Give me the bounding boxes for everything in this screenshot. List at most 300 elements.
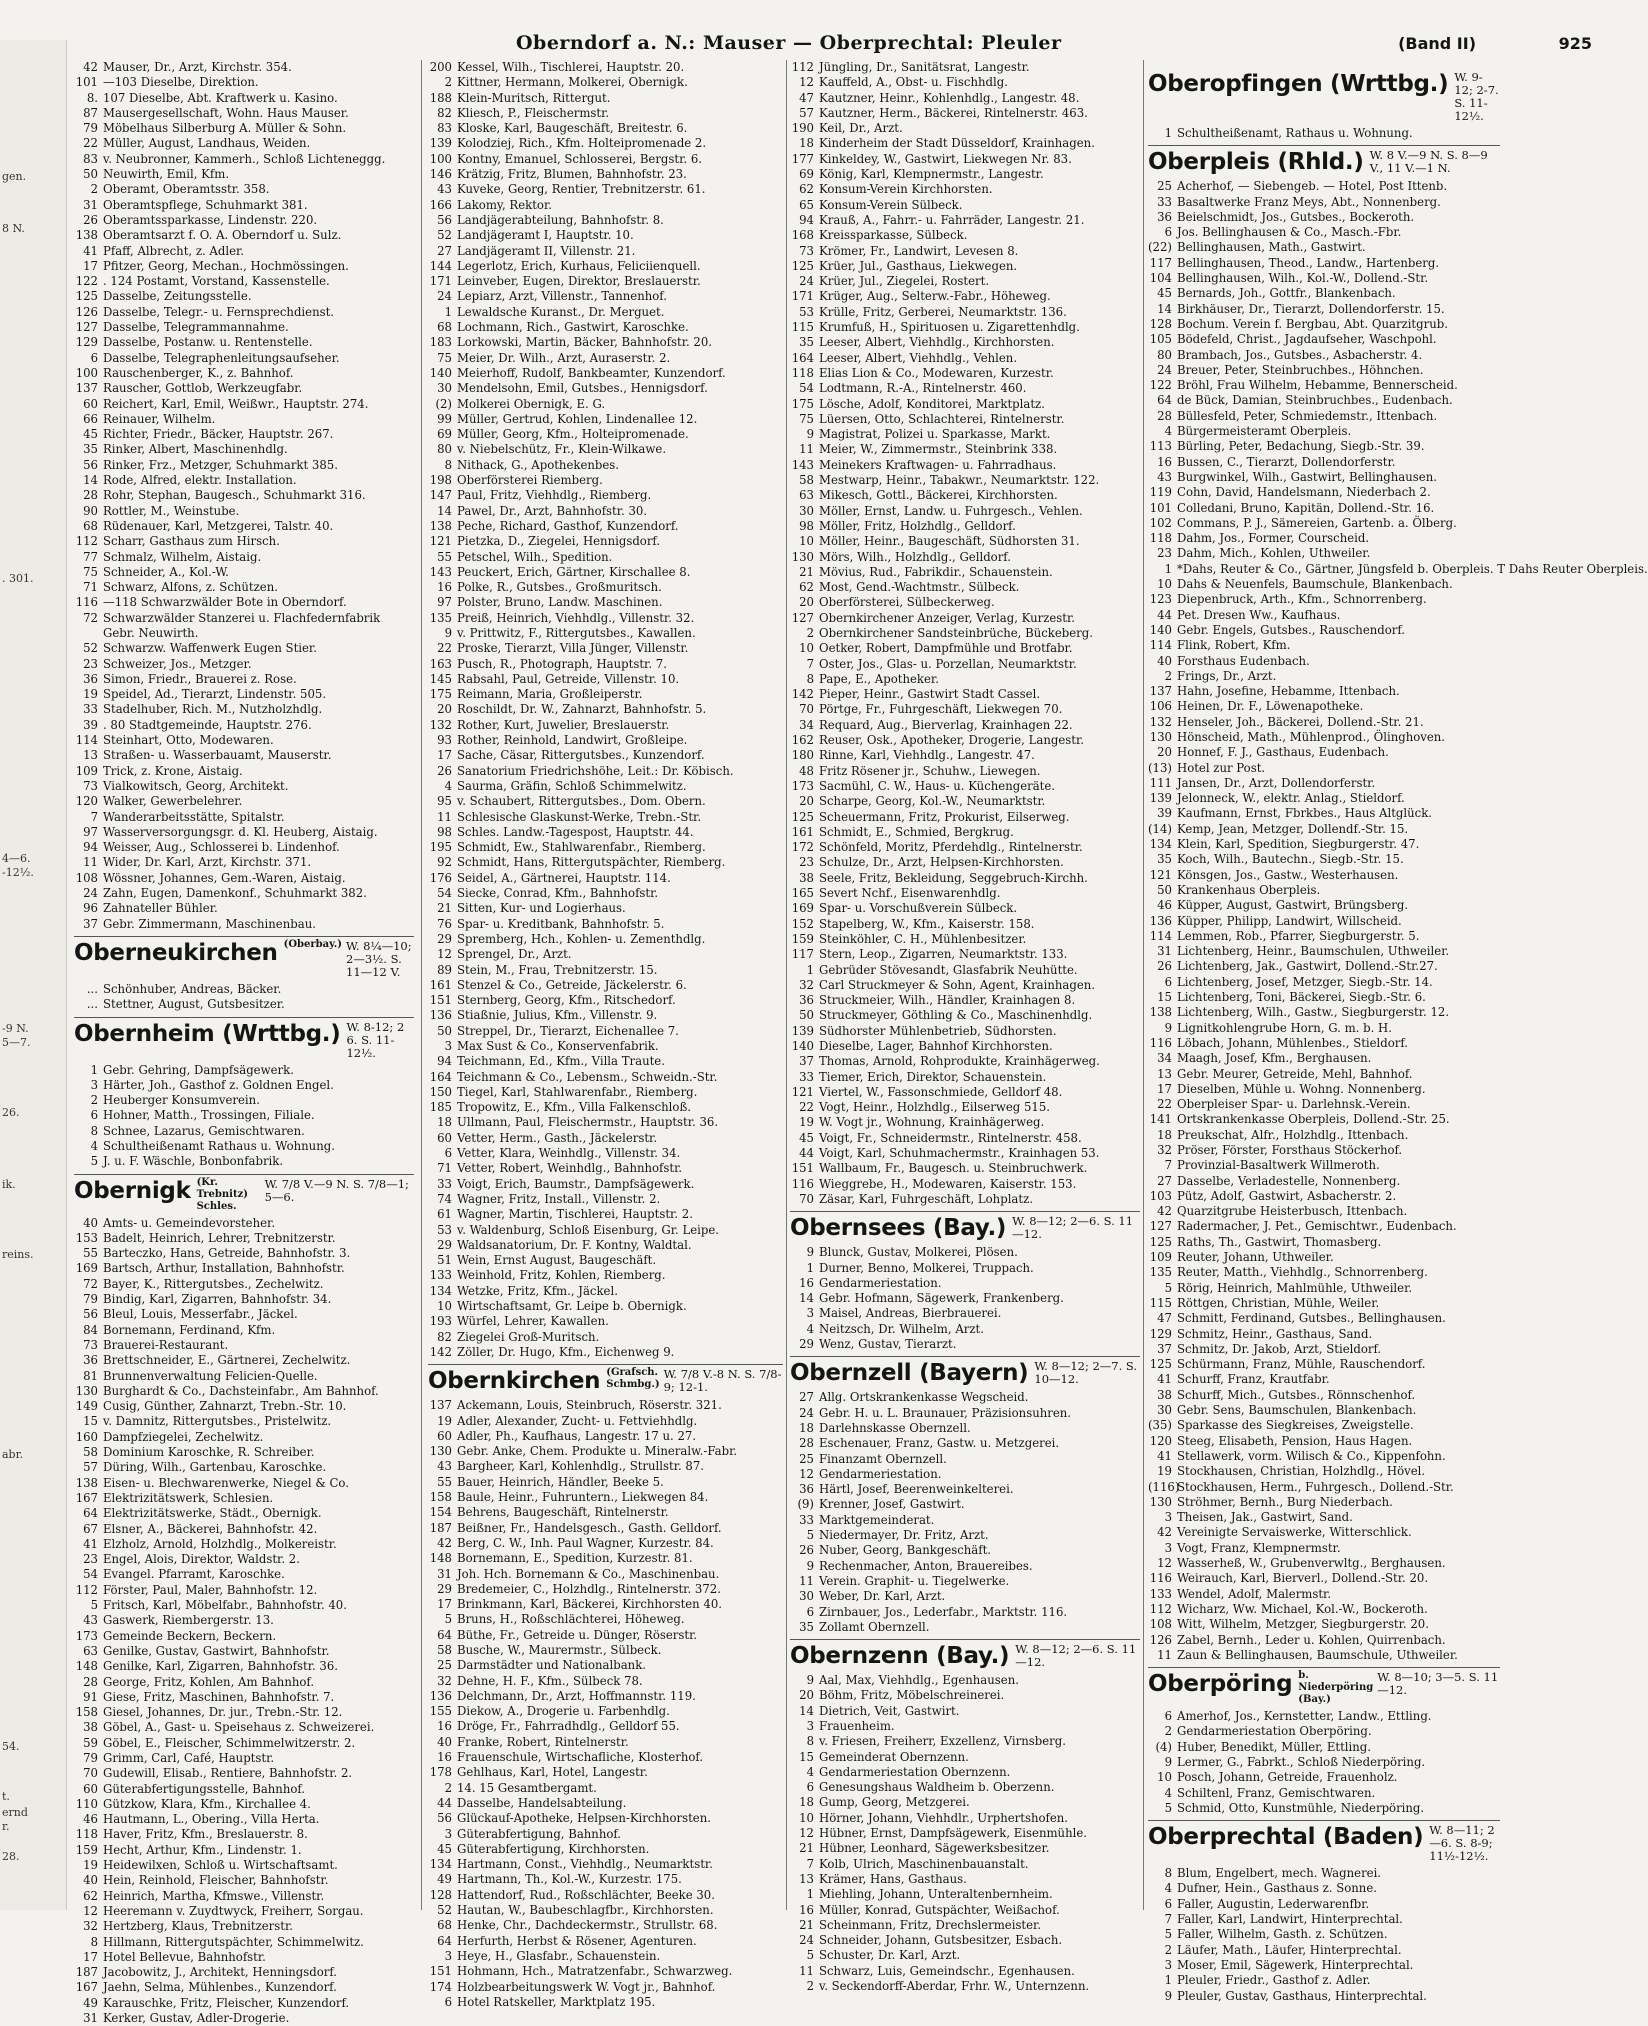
locality-heading <box>1148 70 1500 123</box>
subscriber-name: Wanderarbeitsstätte, Spitalstr. <box>103 809 285 824</box>
edge-fragment: gen. <box>2 170 27 183</box>
directory-entry <box>1148 1801 1500 1816</box>
directory-entry <box>74 182 414 197</box>
subscriber-name: Bargheer, Karl, Kohlenhdlg., Strullstr. 87. <box>457 1459 705 1474</box>
directory-entry <box>74 1552 414 1567</box>
subscriber-name: Landjägerabteilung, Bahnhofstr. 8. <box>457 212 664 227</box>
subscriber-number: 164 <box>429 1069 452 1084</box>
directory-entry <box>428 335 783 350</box>
directory-entry <box>1148 623 1500 638</box>
subscriber-name: Spar- u. Vorschußverein Sülbeck. <box>819 901 1018 916</box>
subscriber-number: 137 <box>429 1398 452 1413</box>
subscriber-name: Sanatorium Friedrichshöhe, Leit.: Dr. Köbisch. <box>457 763 734 778</box>
subscriber-number: 11 <box>799 442 814 457</box>
subscriber-number: 159 <box>791 931 814 946</box>
subscriber-name: Seidel, A., Gärtnerei, Hauptstr. 114. <box>457 870 671 885</box>
subscriber-number: 129 <box>75 335 98 350</box>
subscriber-number: 56 <box>83 1307 98 1322</box>
directory-entry <box>74 550 414 565</box>
directory-entry <box>1148 256 1500 271</box>
service-hours: W. 7/8 V.—9 N. S. 7/8—1; 5—6. <box>264 1176 409 1204</box>
subscriber-number: 140 <box>791 1039 814 1053</box>
subscriber-number: 1 <box>806 962 814 977</box>
directory-entry <box>1148 179 1500 194</box>
subscriber-number: 140 <box>1149 622 1172 637</box>
directory-entry <box>1148 393 1500 408</box>
subscriber-number: 45 <box>83 427 98 442</box>
directory-entry <box>1148 302 1500 317</box>
directory-entry <box>790 1337 1140 1352</box>
subscriber-name: Kontny, Emanuel, Schlosserei, Bergstr. 6. <box>457 151 702 166</box>
subscriber-number: 26 <box>1157 959 1172 974</box>
subscriber-name: J. u. F. Wäschle, Bonbonfabrik. <box>103 1154 284 1169</box>
subscriber-number: 138 <box>429 518 452 533</box>
subscriber-name: Gump, Georg, Metzgerei. <box>819 1795 970 1810</box>
subscriber-name: Schultheißenamt, Rathaus u. Wohnung. <box>1177 126 1413 140</box>
service-hours: W. 8—12; 2—7. S. 10—12. <box>1034 1359 1138 1387</box>
subscriber-number: 12 <box>1157 1556 1172 1571</box>
directory-entry <box>790 611 1140 626</box>
directory-entry <box>428 1444 783 1459</box>
subscriber-number: 100 <box>75 365 98 380</box>
subscriber-name: Landjägeramt I, Hauptstr. 10. <box>457 228 634 243</box>
subscriber-number: 69 <box>437 427 452 442</box>
subscriber-number: 82 <box>437 105 452 120</box>
subscriber-name: Güterabfertigung, Kirchhorsten. <box>457 1841 650 1856</box>
subscriber-name: Genilke, Karl, Zigarren, Bahnhofstr. 36. <box>103 1659 339 1674</box>
subscriber-name: Zöller, Dr. Hugo, Kfm., Eichenweg 9. <box>457 1344 675 1359</box>
subscriber-name: Oetker, Robert, Dampfmühle und Brotfabr. <box>819 641 1073 656</box>
subscriber-number: 60 <box>83 396 98 411</box>
directory-entry <box>428 855 783 870</box>
directory-entry <box>74 1537 414 1552</box>
subscriber-number: ... <box>86 981 98 996</box>
subscriber-name: Zirnbauer, Jos., Lederfabr., Marktstr. 116. <box>819 1604 1068 1619</box>
subscriber-number: 9 <box>1164 1020 1172 1035</box>
directory-entry <box>74 1613 414 1628</box>
subscriber-name: Kinderheim der Stadt Düsseldorf, Krainhagen. <box>819 136 1095 151</box>
directory-entry <box>74 458 414 473</box>
subscriber-name: Meierhoff, Rudolf, Bankbeamter, Kunzendorf. <box>457 365 726 380</box>
subscriber-name: Lichtenberg, Toni, Bäckerei, Siegb.-Str. 6. <box>1177 990 1426 1005</box>
subscriber-number: 64 <box>83 1506 98 1521</box>
subscriber-name: Genesungshaus Waldheim b. Oberzenn. <box>819 1780 1055 1795</box>
subscriber-number: 20 <box>437 702 452 717</box>
subscriber-name: Wössner, Johannes, Gem.-Waren, Aistaig. <box>103 870 346 885</box>
subscriber-name: Leeser, Albert, Viehhdlg., Vehlen. <box>819 350 1018 365</box>
directory-entry <box>74 335 414 350</box>
subscriber-name: Steinköhler, C. H., Mühlenbesitzer. <box>819 931 1027 946</box>
subscriber-number: 97 <box>83 824 98 839</box>
edge-fragment: 54. <box>2 1740 20 1753</box>
subscriber-number: 14 <box>83 473 98 488</box>
subscriber-number: 171 <box>791 289 814 304</box>
subscriber-number: 28 <box>1157 408 1172 423</box>
directory-entry <box>1148 1189 1500 1204</box>
subscriber-name: Dieselbe, Lager, Bahnhof Kirchhorsten. <box>819 1039 1053 1053</box>
subscriber-name: Rüdenauer, Karl, Metzgerei, Talstr. 40. <box>103 518 334 533</box>
subscriber-name: Reuter, Johann, Uthweiler. <box>1177 1250 1334 1265</box>
subscriber-number: 133 <box>1149 1586 1172 1601</box>
subscriber-number: 45 <box>1157 286 1172 301</box>
subscriber-number: (22) <box>1148 240 1172 255</box>
subscriber-name: Vereinigte Servaiswerke, Witterschlick. <box>1177 1525 1412 1540</box>
subscriber-name: Forsthaus Eudenbach. <box>1177 653 1310 668</box>
directory-entry <box>790 458 1140 473</box>
subscriber-name: Gebr. H. u. L. Braunauer, Präzisionsuhren. <box>819 1405 1071 1420</box>
subscriber-number: 116 <box>791 1176 814 1191</box>
directory-entry <box>74 657 414 672</box>
subscriber-number: 27 <box>1157 1173 1172 1188</box>
subscriber-name: Moser, Emil, Sägewerk, Hinterprechtal. <box>1177 1957 1414 1972</box>
subscriber-number: 163 <box>429 656 452 671</box>
directory-entry <box>74 381 414 396</box>
subscriber-number: 94 <box>799 212 814 227</box>
subscriber-name: Lodtmann, R.-A., Rintelnerstr. 460. <box>819 381 1027 396</box>
subscriber-number: 195 <box>429 840 452 855</box>
subscriber-number: 15 <box>799 1749 814 1764</box>
service-hours: W. 8—10; 3—5. S. 11—12. <box>1377 1670 1499 1698</box>
subscriber-name: Raths, Th., Gastwirt, Thomasberg. <box>1177 1234 1382 1249</box>
directory-entry <box>1148 1755 1500 1770</box>
directory-entry <box>1148 210 1500 225</box>
edge-fragment: 8 N. <box>2 222 25 235</box>
directory-entry <box>790 1039 1140 1054</box>
subscriber-name: Bauer, Heinrich, Händler, Beeke 5. <box>457 1474 664 1489</box>
subscriber-number: 16 <box>437 1719 452 1734</box>
directory-entry <box>790 427 1140 442</box>
subscriber-name: Diekow, A., Drogerie u. Farbenhdlg. <box>457 1704 670 1719</box>
subscriber-number: 27 <box>437 243 452 258</box>
subscriber-name: Hahn, Josefine, Hebamme, Ittenbach. <box>1177 684 1400 699</box>
subscriber-number: 95 <box>437 794 452 809</box>
directory-entry <box>790 1115 1140 1130</box>
directory-entry <box>428 1903 783 1918</box>
subscriber-name: Schwarzwälder Stanzerei u. Flachfedernfabrik <box>103 610 381 625</box>
subscriber-number: (14) <box>1148 821 1172 836</box>
subscriber-number: 142 <box>791 687 814 702</box>
subscriber-number: 43 <box>83 1613 98 1628</box>
directory-entry <box>428 565 783 580</box>
subscriber-name: Scharr, Gasthaus zum Hirsch. <box>103 534 280 549</box>
directory-entry <box>428 978 783 993</box>
directory-entry <box>1148 195 1500 210</box>
directory-entry <box>790 871 1140 886</box>
subscriber-name: Schwarz, Alfons, z. Schützen. <box>103 580 278 595</box>
directory-entry <box>428 136 783 151</box>
subscriber-name: Pleuler, Friedr., Gasthof z. Adler. <box>1177 1973 1371 1988</box>
subscriber-number: (13) <box>1148 760 1172 775</box>
locality-name: Oberpöring <box>1148 1671 1293 1698</box>
subscriber-name: Bröhl, Frau Wilhelm, Hebamme, Bennerscheid. <box>1177 378 1458 393</box>
subscriber-number: 136 <box>1149 913 1172 928</box>
subscriber-name: Lichtenberg, Wilh., Gastw., Siegburgerstr. 12. <box>1177 1005 1450 1020</box>
directory-entry <box>428 1345 783 1360</box>
directory-entry <box>1148 822 1500 837</box>
subscriber-number: 160 <box>75 1429 98 1444</box>
subscriber-number: 65 <box>799 197 814 212</box>
subscriber-name: Rother, Kurt, Juwelier, Breslauerstr. <box>457 717 670 732</box>
subscriber-number: 132 <box>429 717 452 732</box>
subscriber-number: 177 <box>791 151 814 166</box>
service-hours: W. 9-12; 2-7. S. 11-12½. <box>1454 70 1499 123</box>
subscriber-number: 148 <box>429 1551 452 1566</box>
subscriber-name: Krüger, Aug., Selterw.-Fabr., Höheweg. <box>819 289 1051 304</box>
subscriber-number: 80 <box>437 442 452 457</box>
subscriber-name: Schmitz, Dr. Jakob, Arzt, Stieldorf. <box>1177 1341 1382 1356</box>
subscriber-number: 6 <box>90 350 98 365</box>
directory-entry <box>428 1567 783 1582</box>
directory-entry <box>790 1261 1140 1276</box>
subscriber-number: 45 <box>437 1841 452 1856</box>
subscriber-name: Vetter, Robert, Weinhdlg., Bahnhofstr. <box>457 1161 683 1176</box>
subscriber-name: Dehne, H. F., Kfm., Sülbeck 78. <box>457 1673 643 1688</box>
locality-heading <box>790 1356 1140 1387</box>
directory-entry <box>74 810 414 825</box>
subscriber-name: Gemeinde Beckern, Beckern. <box>103 1628 277 1643</box>
subscriber-number: 90 <box>83 503 98 518</box>
directory-entry <box>790 1543 1140 1558</box>
directory-entry <box>74 397 414 412</box>
subscriber-number: 138 <box>75 1475 98 1490</box>
subscriber-name: Dasselbe, Handelsabteilung. <box>457 1795 627 1810</box>
subscriber-number: 1 <box>90 1062 98 1077</box>
directory-entry <box>428 871 783 886</box>
directory-entry <box>74 626 414 641</box>
directory-entry <box>1148 1525 1500 1540</box>
directory-entry <box>1148 348 1500 363</box>
locality-region: (Grafsch. Schmbg.) <box>606 1367 660 1391</box>
subscriber-number: 146 <box>429 167 452 182</box>
directory-entry <box>428 198 783 213</box>
directory-entry <box>428 1238 783 1253</box>
directory-entry <box>790 335 1140 350</box>
subscriber-name: Möller, Heinr., Baugeschäft, Südhorsten 31. <box>819 534 1080 549</box>
directory-entry <box>790 1024 1140 1039</box>
subscriber-number: 113 <box>1149 439 1172 454</box>
subscriber-number: 37 <box>799 1054 814 1069</box>
directory-entry <box>428 228 783 243</box>
subscriber-number: 16 <box>799 1902 814 1917</box>
subscriber-name: Marktgemeinderat. <box>819 1512 935 1527</box>
subscriber-name: Pusch, R., Photograph, Hauptstr. 7. <box>457 656 667 671</box>
directory-column-2 <box>428 60 783 2009</box>
subscriber-number: 70 <box>83 1766 98 1781</box>
subscriber-number: 36 <box>83 1353 98 1368</box>
subscriber-name: Krüer, Jul., Ziegelei, Rostert. <box>819 274 990 289</box>
subscriber-name: de Bück, Damian, Steinbruchbes., Eudenbach. <box>1177 393 1453 408</box>
directory-entry <box>1148 1067 1500 1082</box>
directory-entry <box>74 519 414 534</box>
directory-entry <box>1148 806 1500 821</box>
subscriber-number: 22 <box>83 136 98 151</box>
subscriber-number: 20 <box>1157 745 1172 760</box>
directory-entry <box>428 351 783 366</box>
directory-entry <box>428 182 783 197</box>
subscriber-name: Oberamtsarzt f. O. A. Oberndorf u. Sulz. <box>103 228 342 243</box>
directory-entry <box>74 1812 414 1827</box>
directory-entry <box>74 1873 414 1888</box>
subscriber-number: 133 <box>429 1268 452 1283</box>
edge-fragment: 4—6. <box>2 852 31 865</box>
subscriber-name: Gaswerk, Riembergerstr. 13. <box>103 1613 274 1628</box>
subscriber-number: 118 <box>1149 531 1172 546</box>
subscriber-number: 72 <box>83 1276 98 1291</box>
directory-entry <box>74 1567 414 1582</box>
subscriber-name: Klein-Muritsch, Rittergut. <box>457 90 611 105</box>
directory-entry <box>790 1390 1140 1405</box>
subscriber-name: Brambach, Jos., Gutsbes., Asbacherstr. 4. <box>1177 347 1423 362</box>
directory-entry <box>428 917 783 932</box>
directory-entry <box>790 442 1140 457</box>
directory-entry <box>428 534 783 549</box>
subscriber-name: Provinzial-Basaltwerk Willmeroth. <box>1177 1158 1380 1173</box>
subscriber-number: 115 <box>1149 1295 1172 1310</box>
subscriber-name: Herfurth, Herbst & Rösener, Agenturen. <box>457 1933 697 1948</box>
subscriber-number: 8 <box>806 671 814 686</box>
directory-entry <box>74 1980 414 1995</box>
directory-entry <box>790 1719 1140 1734</box>
subscriber-name: Bürgermeisteramt Oberpleis. <box>1177 424 1352 439</box>
subscriber-name: Gebrüder Stövesandt, Glasfabrik Neuhütte. <box>819 962 1078 977</box>
directory-entry <box>1148 898 1500 913</box>
directory-entry <box>74 152 414 167</box>
subscriber-number: 31 <box>1157 944 1172 959</box>
subscriber-name: Faller, Augustin, Lederwarenfbr. <box>1177 1896 1370 1911</box>
subscriber-name: Weisser, Aug., Schlosserei b. Lindenhof. <box>103 840 340 855</box>
directory-entry <box>74 672 414 687</box>
subscriber-number: 25 <box>437 1658 452 1673</box>
subscriber-name: Lewaldsche Kuranst., Dr. Merguet. <box>457 304 665 319</box>
subscriber-name: Hautan, W., Baubeschlagfbr., Kirchhorsten. <box>457 1903 714 1918</box>
subscriber-number: 153 <box>75 1230 98 1245</box>
subscriber-name: Theisen, Jak., Gastwirt, Sand. <box>1177 1510 1353 1525</box>
subscriber-number: 71 <box>437 1161 452 1176</box>
subscriber-number: 172 <box>791 840 814 855</box>
subscriber-name: Mendelsohn, Emil, Gutsbes., Hennigsdorf. <box>457 381 708 396</box>
directory-entry <box>428 993 783 1008</box>
subscriber-name: Hönscheid, Math., Mühlenprod., Ölinghoven. <box>1177 729 1446 744</box>
subscriber-number: 47 <box>1157 1311 1172 1326</box>
directory-entry <box>428 1765 783 1780</box>
subscriber-number: 39 <box>1157 806 1172 821</box>
subscriber-name: Schürmann, Franz, Mühle, Rauschendorf. <box>1177 1357 1426 1372</box>
subscriber-number: 35 <box>799 1619 814 1634</box>
subscriber-name: Scheuermann, Fritz, Prokurist, Eilserweg. <box>819 809 1070 824</box>
subscriber-number: 176 <box>429 870 452 885</box>
directory-entry <box>428 1857 783 1872</box>
directory-entry <box>790 794 1140 809</box>
subscriber-number: 180 <box>791 748 814 763</box>
subscriber-number: 148 <box>75 1659 98 1674</box>
directory-entry <box>428 687 783 702</box>
subscriber-name: Beißner, Fr., Handelsgesch., Gasth. Gelldorf. <box>457 1520 722 1535</box>
locality-region: b. Niederpöring (Bay.) <box>1298 1670 1374 1706</box>
subscriber-number: 2 <box>444 75 452 90</box>
directory-entry <box>1148 1403 1500 1418</box>
directory-entry <box>74 1338 414 1353</box>
subscriber-name: Oberförsterei Riemberg. <box>457 473 603 488</box>
subscriber-number: 38 <box>1157 1387 1172 1402</box>
directory-entry <box>428 1299 783 1314</box>
directory-entry <box>74 1751 414 1766</box>
subscriber-name: Eisen- u. Blechwarenwerke, Niegel & Co. <box>103 1475 349 1490</box>
subscriber-name: Vogt, Franz, Klempnermstr. <box>1177 1540 1341 1555</box>
subscriber-name: Mikesch, Gottl., Bäckerei, Kirchhorsten. <box>819 488 1058 503</box>
subscriber-name: Dasselbe, Verladestelle, Nonnenberg. <box>1177 1173 1401 1188</box>
subscriber-number: 127 <box>1149 1219 1172 1234</box>
subscriber-name: Proske, Tierarzt, Villa Jünger, Villenstr. <box>457 641 689 656</box>
subscriber-name: Gendarmeriestation. <box>819 1275 942 1290</box>
subscriber-number: 31 <box>83 2011 98 2026</box>
subscriber-name: Berg, C. W., Inh. Paul Wagner, Kurzestr. 84. <box>457 1535 714 1550</box>
subscriber-number: 15 <box>83 1414 98 1429</box>
subscriber-number: 26 <box>799 1543 814 1558</box>
directory-entry <box>74 1063 414 1078</box>
subscriber-name: Pape, E., Apotheker. <box>819 671 939 686</box>
subscriber-number: 1 <box>444 304 452 319</box>
subscriber-number: 122 <box>75 274 98 289</box>
subscriber-name: Zahnateller Bühler. <box>103 901 218 916</box>
subscriber-number: 127 <box>791 610 814 625</box>
directory-entry <box>790 1872 1140 1887</box>
directory-entry <box>790 947 1140 962</box>
subscriber-number: 20 <box>799 794 814 809</box>
locality-name: Obernsees (Bay.) <box>790 1215 1007 1242</box>
subscriber-number: 144 <box>429 258 452 273</box>
directory-entry <box>790 305 1140 320</box>
subscriber-name: Barteczko, Hans, Getreide, Bahnhofstr. 3. <box>103 1246 351 1261</box>
subscriber-name: Bochum. Verein f. Bergbau, Abt. Quarzitgrub. <box>1177 316 1448 331</box>
subscriber-number: 17 <box>83 1949 98 1964</box>
subscriber-name: Oberamtssparkasse, Lindenstr. 220. <box>103 212 318 227</box>
subscriber-number: 42 <box>437 1535 452 1550</box>
subscriber-name: Lösche, Adolf, Konditorei, Marktplatz. <box>819 396 1045 411</box>
subscriber-number: 50 <box>1157 882 1172 897</box>
subscriber-name: Struckmeier, Wilh., Händler, Krainhagen 8. <box>819 993 1076 1008</box>
directory-entry <box>790 1276 1140 1291</box>
subscriber-number: 6 <box>444 1994 452 2009</box>
directory-entry <box>74 198 414 213</box>
subscriber-name: Roschildt, Dr. W., Zahnarzt, Bahnhofstr. 5. <box>457 702 707 717</box>
directory-entry <box>790 1192 1140 1207</box>
subscriber-number: 75 <box>799 411 814 426</box>
subscriber-number: 175 <box>791 396 814 411</box>
subscriber-number: 4 <box>90 1139 98 1153</box>
subscriber-number: 2 <box>806 1979 814 1994</box>
locality-name: Oberprechtal (Baden) <box>1148 1824 1424 1851</box>
directory-entry <box>790 1291 1140 1306</box>
directory-entry <box>428 1934 783 1949</box>
subscriber-name: Brunnenverwaltung Felicien-Quelle. <box>103 1368 318 1383</box>
subscriber-number: 29 <box>437 1237 452 1252</box>
directory-entry <box>790 1306 1140 1321</box>
subscriber-number: 14 <box>1157 301 1172 316</box>
subscriber-number: 28 <box>799 1436 814 1451</box>
directory-entry <box>428 1268 783 1283</box>
subscriber-number: 161 <box>791 824 814 839</box>
subscriber-number: 43 <box>437 1459 452 1474</box>
subscriber-number: 24 <box>799 274 814 289</box>
subscriber-name: Krüer, Jul., Gasthaus, Liekwegen. <box>819 258 1018 273</box>
subscriber-number: 114 <box>1149 638 1172 653</box>
subscriber-number: 98 <box>437 824 452 839</box>
directory-entry <box>74 136 414 151</box>
directory-entry <box>428 167 783 182</box>
directory-entry <box>790 595 1140 610</box>
subscriber-name: Müller, Gertrud, Kohlen, Lindenallee 12. <box>457 411 698 426</box>
subscriber-name: Wagner, Martin, Tischlerei, Hauptstr. 2. <box>457 1207 693 1222</box>
